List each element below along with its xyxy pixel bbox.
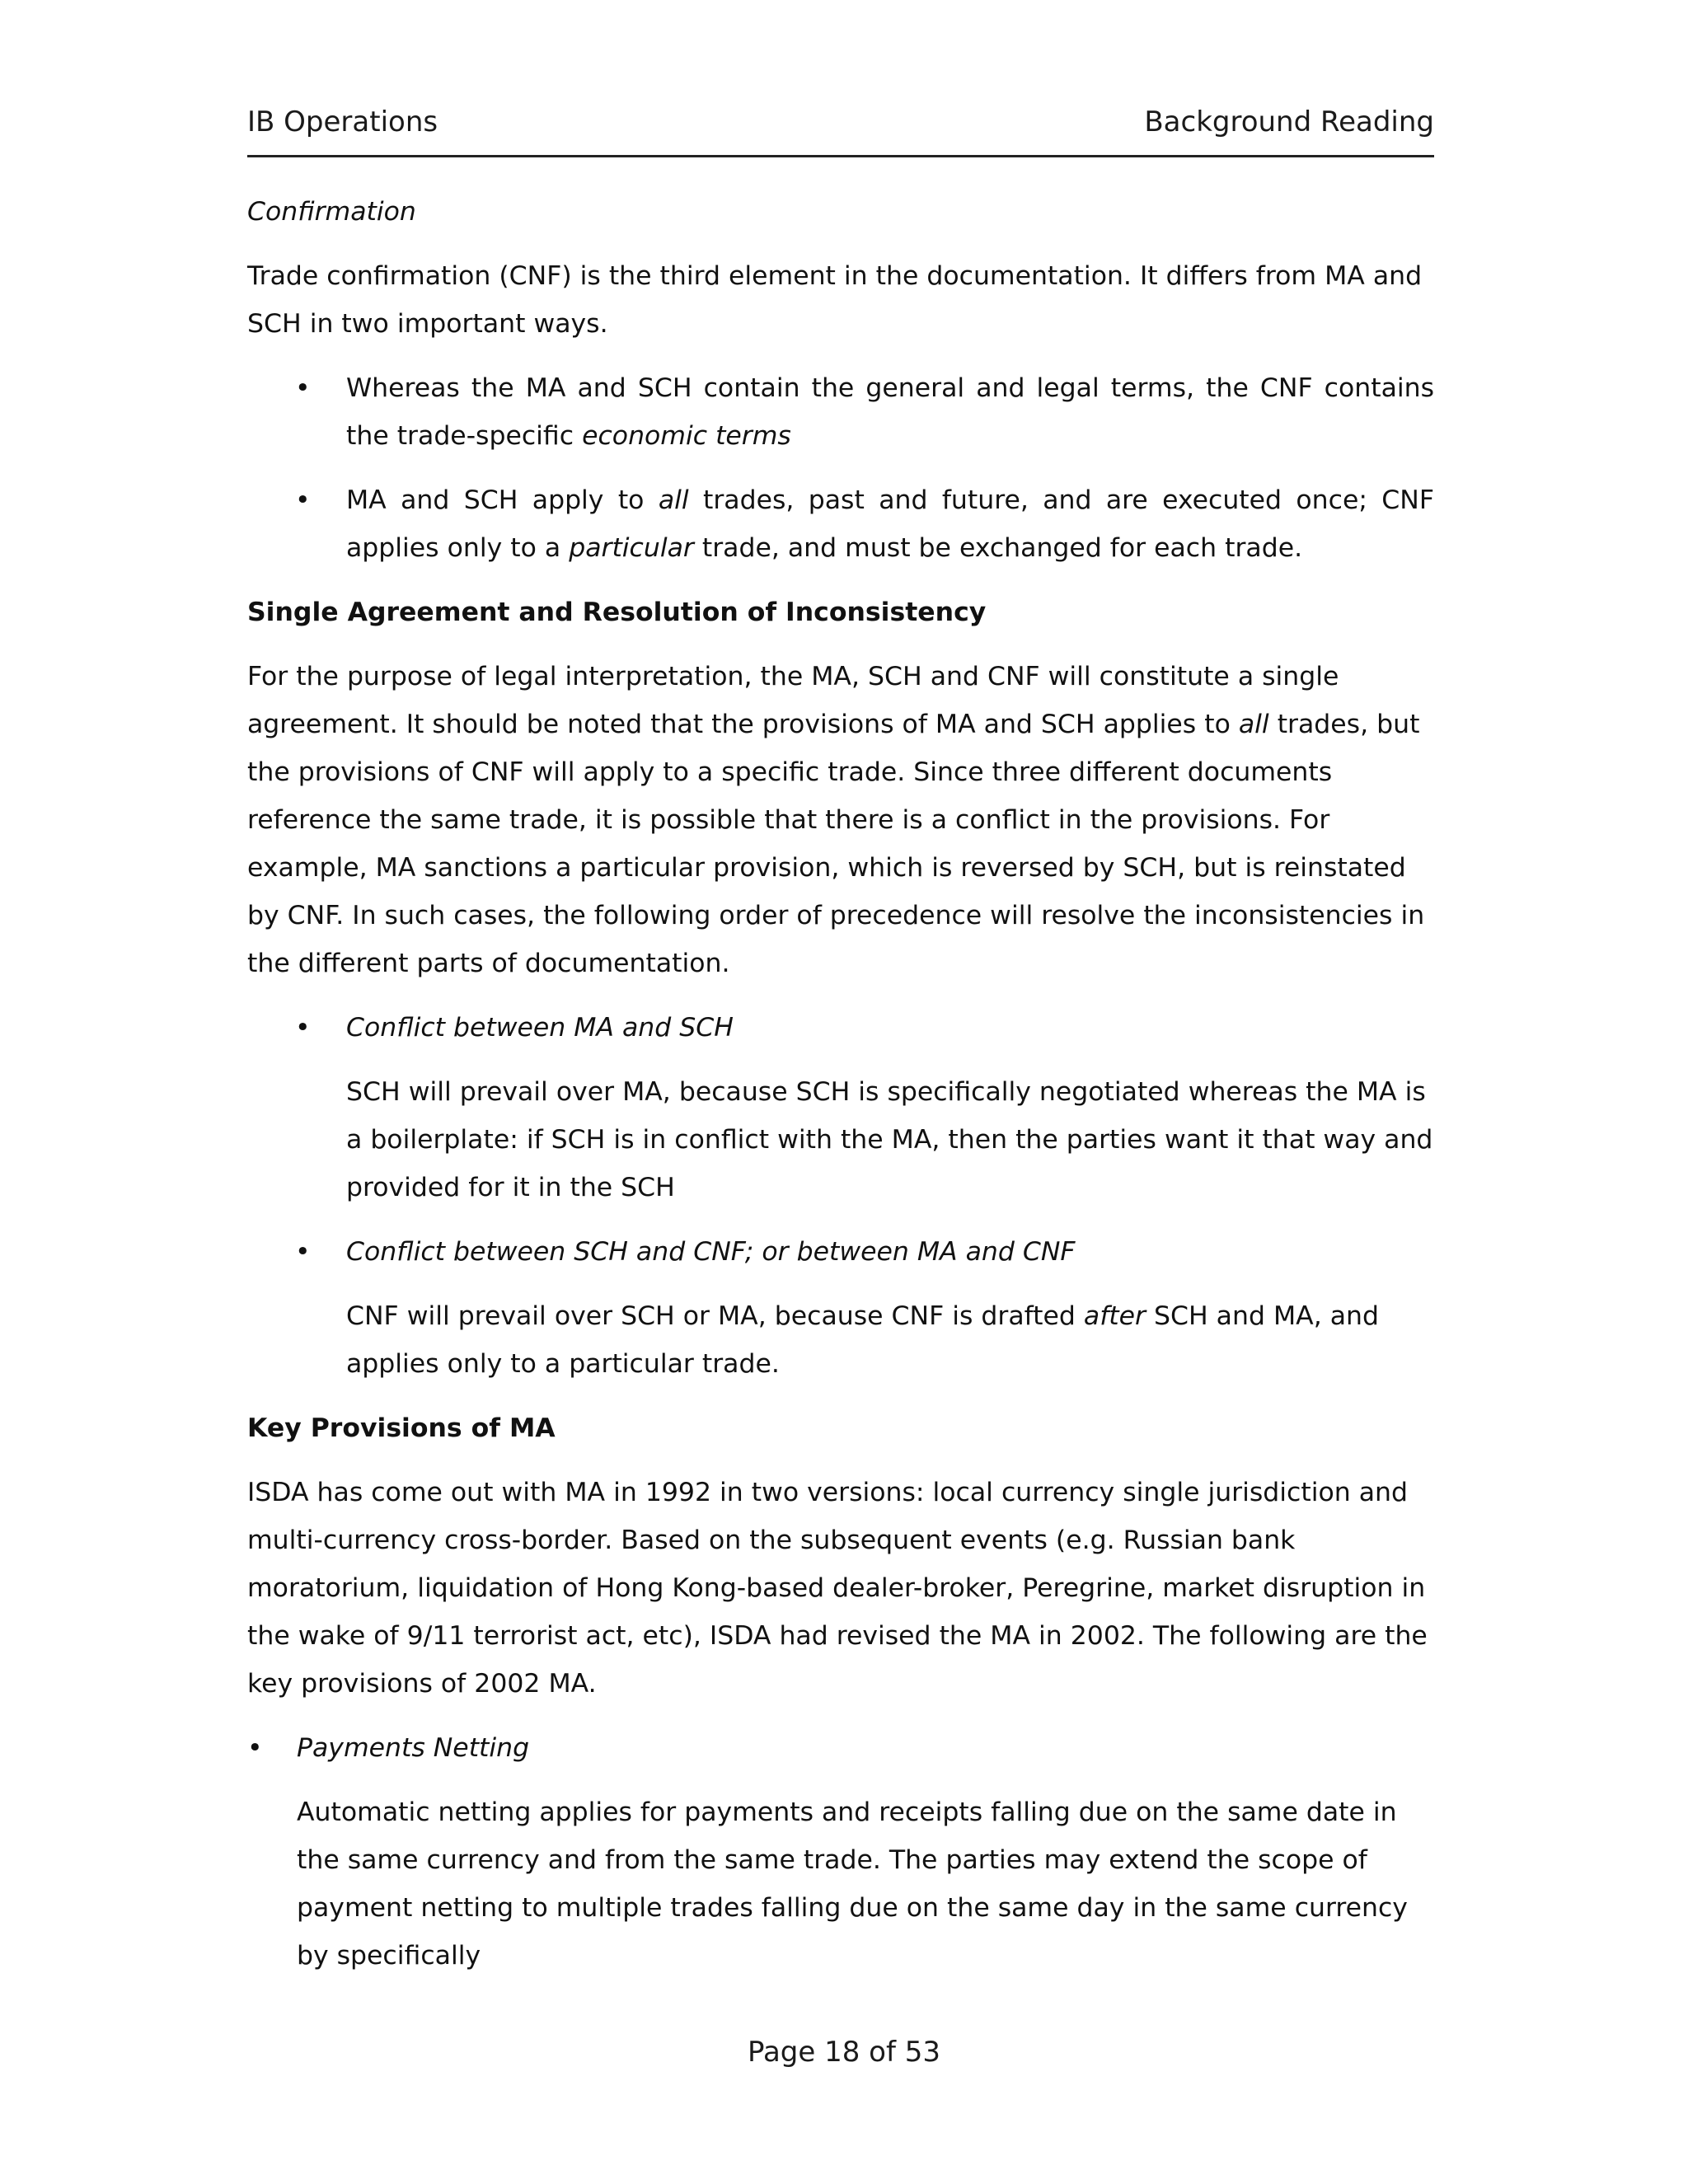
bullet-glyph: • — [295, 373, 311, 403]
bullet-body — [346, 1292, 1434, 1388]
list-item — [247, 1004, 1434, 1212]
paragraph-emphasis: all — [1238, 710, 1269, 739]
section-heading-confirmation: Confirmation — [247, 197, 416, 227]
list-item — [247, 1228, 1434, 1388]
list-item — [247, 364, 1434, 460]
bullet-text: trades, past and future, and are executed once; CNF applies only to a — [346, 485, 1434, 563]
bullet-emphasis: particular — [569, 533, 694, 563]
page-number: Page 18 of 53 — [747, 2036, 941, 2069]
bullet-text: trade, and must be exchanged for each trade. — [693, 533, 1303, 563]
header-right-title: Background Reading — [1144, 105, 1434, 138]
precedence-bullet-list — [247, 1004, 1434, 1388]
confirmation-bullet-list — [247, 364, 1434, 572]
bullet-body: SCH will prevail over MA, because SCH is specifically negotiated whereas the MA is a boilerplate: if SCH is in conflict with the MA, then the parties want it that way and provided for it in the SCH — [346, 1077, 1433, 1202]
list-item — [247, 1724, 1434, 1980]
section-heading-single-agreement: Single Agreement and Resolution of Inconsistency — [247, 598, 987, 627]
bullet-text: MA and SCH apply to — [346, 485, 659, 515]
section-heading-key-provisions: Key Provisions of MA — [247, 1413, 556, 1443]
bullet-text: SCH and MA, and applies only to a particular trade. — [346, 1301, 1379, 1379]
single-agreement-paragraph — [247, 653, 1434, 987]
bullet-glyph: • — [295, 1237, 311, 1267]
bullet-body: Automatic netting applies for payments and receipts falling due on the same date in the same currency and from the same trade. The parties may extend the scope of payment netting to multiple trades falling due on the same day in the same currency by specifically — [297, 1797, 1408, 1971]
bullet-emphasis: after — [1083, 1301, 1146, 1331]
bullet-title: Payments Netting — [297, 1733, 530, 1763]
bullet-text: Whereas the MA and SCH contain the general and legal terms, the CNF contains the trade-specific — [346, 373, 1434, 451]
list-item — [247, 476, 1434, 572]
bullet-emphasis: economic terms — [582, 421, 791, 451]
bullet-glyph: • — [295, 485, 311, 515]
header-rule — [247, 155, 1434, 157]
bullet-text: CNF will prevail over SCH or MA, because CNF is drafted — [346, 1301, 1084, 1331]
confirmation-intro: Trade confirmation (CNF) is the third element in the documentation. It differs from MA and SCH in two important ways. — [247, 261, 1423, 339]
bullet-glyph: • — [295, 1013, 311, 1043]
header-left-title: IB Operations — [247, 105, 438, 138]
key-provisions-bullet-list — [247, 1724, 1434, 1980]
page-header — [247, 96, 1434, 138]
paragraph-text: trades, but the provisions of CNF will apply to a specific trade. Since three different documents reference the same trade, it is possible that there is a conflict in the provisions. For example, MA sanctions a particular provision, which is reversed by SCH, but is reinstated by CNF. In such cases, the following order of precedence will resolve the inconsistencies in the different parts of documentation. — [247, 710, 1425, 978]
document-body — [247, 188, 1434, 1996]
bullet-title: Conflict between MA and SCH — [346, 1013, 734, 1043]
bullet-title: Conflict between SCH and CNF; or between MA and CNF — [346, 1237, 1076, 1267]
bullet-glyph: • — [247, 1733, 263, 1763]
bullet-emphasis: all — [658, 485, 689, 515]
key-provisions-paragraph: ISDA has come out with MA in 1992 in two versions: local currency single jurisdiction and multi-currency cross-border. Based on the subsequent events (e.g. Russian bank moratorium, liquidation of Hong Kong-based dealer-broker, Peregrine, market disruption in the wake of 9/11 terrorist act, etc), ISDA had revised the MA in 2002. The following are the key provisions of 2002 MA. — [247, 1478, 1428, 1699]
paragraph-text: For the purpose of legal interpretation, the MA, SCH and CNF will constitute a single agreement. It should be noted that the provisions of MA and SCH applies to — [247, 662, 1339, 739]
